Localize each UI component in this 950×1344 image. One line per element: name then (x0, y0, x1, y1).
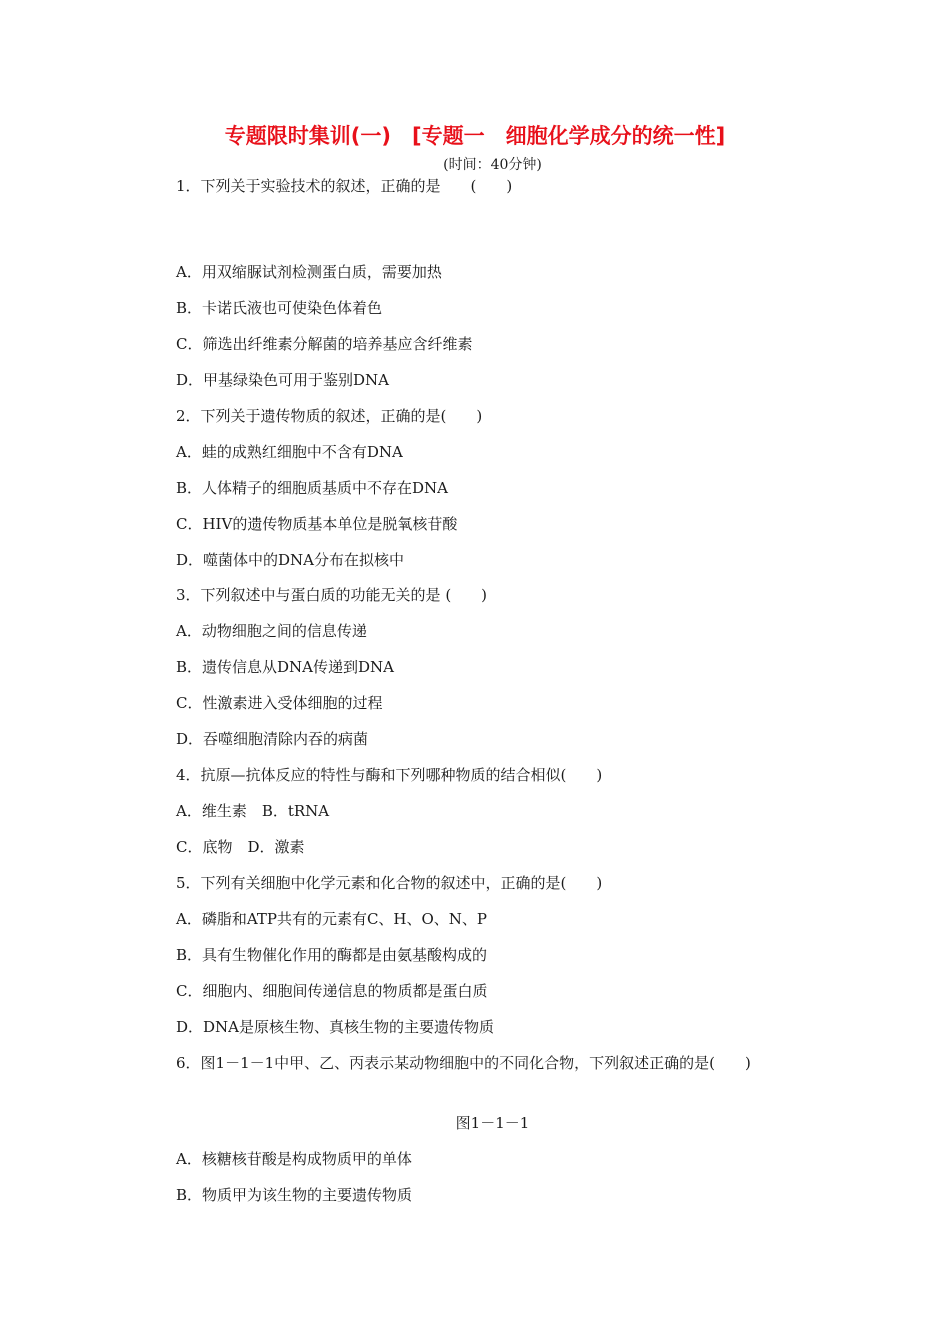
question-3: 3．下列叙述中与蛋白质的功能无关的是 ( ) (176, 586, 488, 604)
q1-option-a: A．用双缩脲试剂检测蛋白质，需要加热 (176, 263, 442, 281)
q3-option-b: B．遗传信息从DNA传递到DNA (176, 658, 394, 676)
q1-option-b: B．卡诺氏液也可使染色体着色 (176, 299, 383, 317)
figure-caption: 图1－1－1 (455, 1114, 530, 1132)
question-6: 6．图1－1－1中甲、乙、丙表示某动物细胞中的不同化合物，下列叙述正确的是( ) (176, 1054, 751, 1072)
q5-option-b: B．具有生物催化作用的酶都是由氨基酸构成的 (176, 946, 488, 964)
q4-options-cd: C．底物 D．激素 (176, 838, 305, 856)
question-1: 1．下列关于实验技术的叙述，正确的是 ( ) (176, 177, 513, 195)
q2-option-b: B．人体精子的细胞质基质中不存在DNA (176, 479, 449, 497)
q3-option-d: D．吞噬细胞清除内吞的病菌 (176, 730, 369, 748)
question-2: 2．下列关于遗传物质的叙述，正确的是( ) (176, 407, 483, 425)
q5-option-a: A．磷脂和ATP共有的元素有C、H、O、N、P (176, 910, 488, 928)
page-title: 专题限时集训(一) [专题一 细胞化学成分的统一性] (224, 124, 726, 148)
q2-option-d: D．噬菌体中的DNA分布在拟核中 (176, 551, 405, 569)
q3-option-c: C．性激素进入受体细胞的过程 (176, 694, 383, 712)
q5-option-c: C．细胞内、细胞间传递信息的物质都是蛋白质 (176, 982, 488, 1000)
q1-option-c: C．筛选出纤维素分解菌的培养基应含纤维素 (176, 335, 473, 353)
q1-option-d: D．甲基绿染色可用于鉴别DNA (176, 371, 390, 389)
q6-option-a: A．核糖核苷酸是构成物质甲的单体 (176, 1150, 412, 1168)
q5-option-d: D．DNA是原核生物、真核生物的主要遗传物质 (176, 1018, 495, 1036)
question-4: 4．抗原—抗体反应的特性与酶和下列哪种物质的结合相似( ) (176, 766, 603, 784)
q2-option-a: A．蛙的成熟红细胞中不含有DNA (176, 443, 403, 461)
q4-options-ab: A．维生素 B．tRNA (176, 802, 330, 820)
q6-option-b: B．物质甲为该生物的主要遗传物质 (176, 1186, 413, 1204)
q3-option-a: A．动物细胞之间的信息传递 (176, 622, 367, 640)
question-5: 5．下列有关细胞中化学元素和化合物的叙述中，正确的是( ) (176, 874, 603, 892)
time-note: (时间：40分钟) (443, 157, 542, 173)
q2-option-c: C．HIV的遗传物质基本单位是脱氧核苷酸 (176, 515, 458, 533)
